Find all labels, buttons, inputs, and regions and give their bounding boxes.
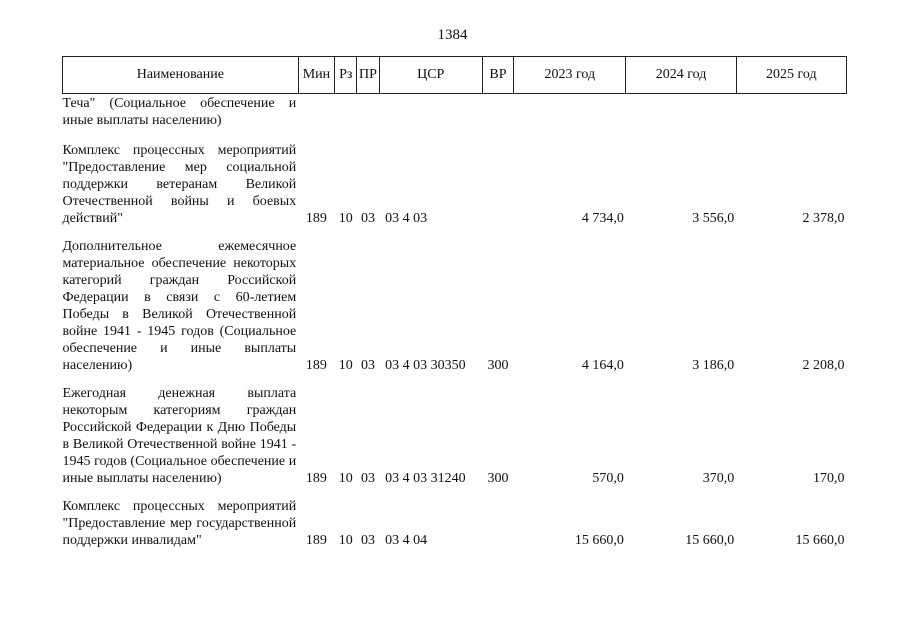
row-2023: 4 164,0 [581,358,624,373]
row-2025: 2 208,0 [802,358,845,373]
row-vr [482,497,513,559]
header-csr: ЦСР [379,57,482,94]
row-csr: 03 4 03 31240 [385,471,466,486]
row-2023: 4 734,0 [581,211,624,226]
row-pr: 03 [360,358,375,373]
header-2025: 2025 год [736,57,846,94]
row-rz [335,94,357,142]
header-2023: 2023 год [514,57,626,94]
header-name: Наименование [63,57,299,94]
row-min: 189 [305,471,327,486]
row-2025: 170,0 [813,471,845,486]
page-number: 1384 [437,27,468,43]
row-rz: 10 [338,211,353,226]
row-min: 189 [305,533,327,548]
row-min: 189 [305,358,327,373]
row-pr: 03 [360,471,375,486]
row-pr [357,94,379,142]
row-2023 [514,94,626,142]
row-vr [482,94,513,142]
row-name: Дополнительное ежемесячное материальное обеспечение некоторых категорий граждан Российской Федерации в связи с 60-летием Победы в Великой Отечественной войне 1941 - 1945 годов (Социальное обеспечение и иные выплаты населению) [62,239,297,373]
table-row [63,497,847,559]
row-csr [379,94,482,142]
row-vr: 300 [487,358,509,373]
table-row [63,141,847,237]
row-csr: 03 4 04 [385,533,428,548]
row-rz: 10 [338,533,353,548]
row-min [298,94,334,142]
table-row [63,384,847,497]
header-min: Мин [298,57,334,94]
row-2024: 370,0 [702,471,735,486]
row-pr: 03 [360,211,375,226]
header-pr: ПР [357,57,379,94]
header-rz: Рз [335,57,357,94]
row-2023: 570,0 [592,471,624,486]
row-2024 [626,94,736,142]
row-vr [482,141,513,237]
table-header-row [63,57,847,94]
row-name: Теча" (Социальное обеспечение и иные выплаты населению) [62,96,297,128]
header-vr: ВР [482,57,513,94]
row-2025 [736,94,846,142]
row-csr: 03 4 03 [385,211,428,226]
row-2024: 3 556,0 [692,211,735,226]
budget-table [62,56,847,559]
row-rz: 10 [338,358,353,373]
row-name: Комплекс процессных мероприятий "Предоставление мер государственной поддержки инвалидам" [62,499,297,548]
row-name: Комплекс процессных мероприятий "Предоставление мер социальной поддержки ветеранам Великой Отечественной войны и боевых действий" [62,143,297,226]
row-2023: 15 660,0 [574,533,624,548]
row-pr: 03 [360,533,375,548]
row-vr: 300 [487,471,509,486]
row-2024: 15 660,0 [685,533,735,548]
row-csr: 03 4 03 30350 [385,358,466,373]
row-2024: 3 186,0 [692,358,735,373]
row-name: Ежегодная денежная выплата некоторым категориям граждан Российской Федерации к Дню Победы в Великой Отечественной войне 1941 - 1945 годов (Социальное обеспечение и иные выплаты населению) [62,386,297,486]
header-2024: 2024 год [626,57,736,94]
row-min: 189 [305,211,327,226]
table-row [63,237,847,384]
row-rz: 10 [338,471,353,486]
table-row [63,94,847,142]
row-2025: 2 378,0 [802,211,845,226]
row-2025: 15 660,0 [795,533,845,548]
